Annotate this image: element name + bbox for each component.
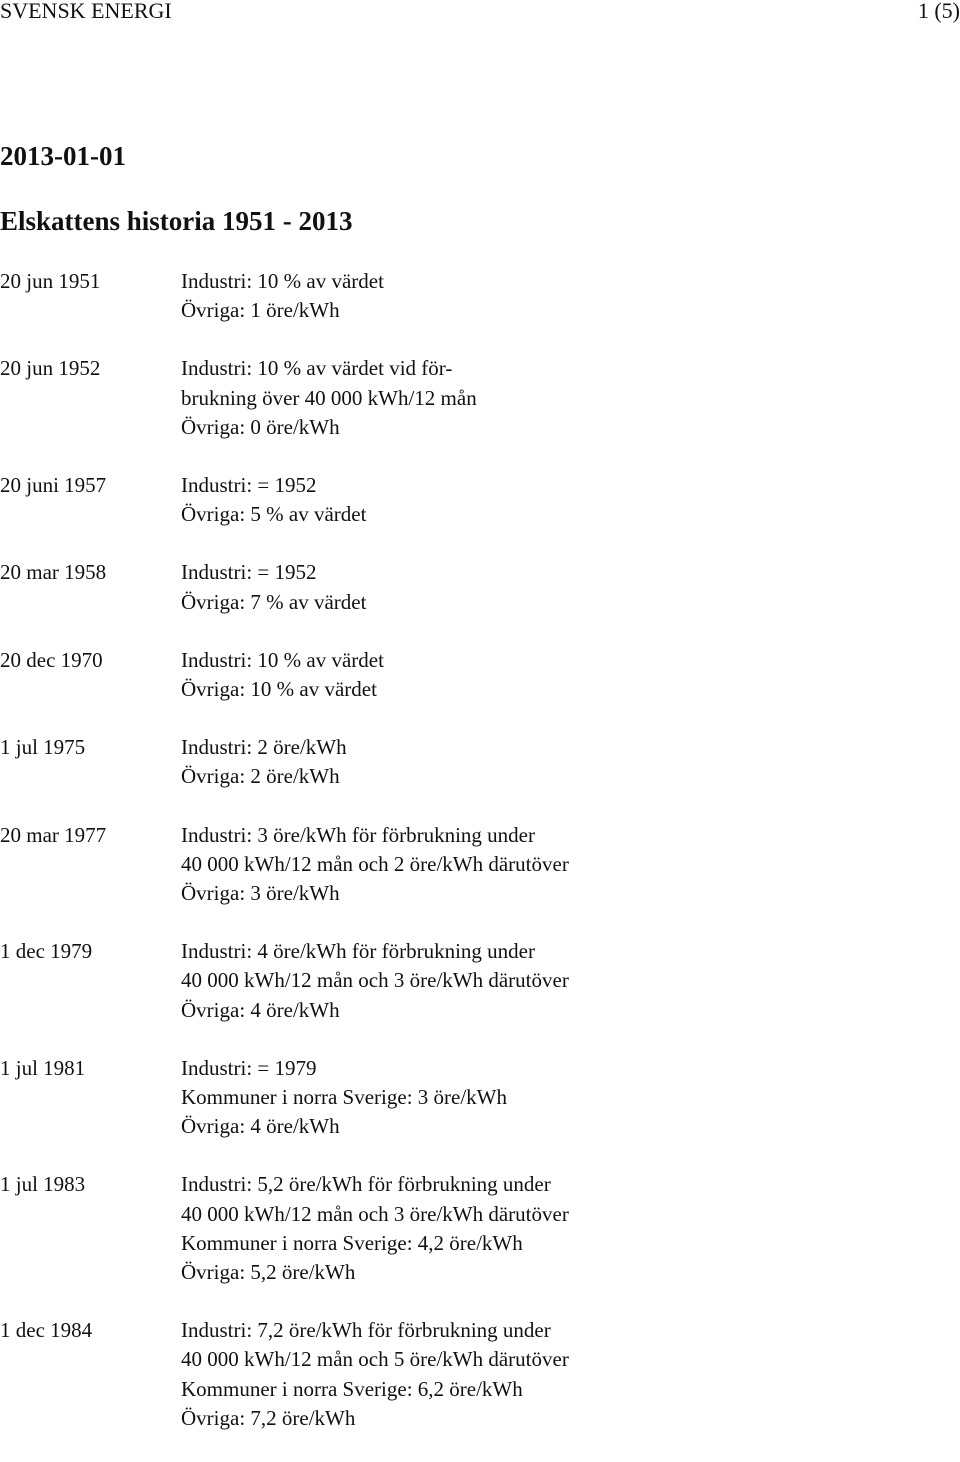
history-entry <box>0 354 960 442</box>
running-header <box>0 0 960 26</box>
entry-date: 20 dec 1970 <box>0 647 103 672</box>
rate-line: brukning över 40 000 kWh/12 mån <box>181 385 477 410</box>
rate-line: Industri: = 1952 <box>181 560 317 585</box>
entry-date: 20 jun 1951 <box>0 269 101 293</box>
page-number: 1 (5) <box>917 0 960 23</box>
rate-line: Övriga: 0 öre/kWh <box>181 414 340 439</box>
rate-line: Övriga: 2 öre/kWh <box>181 764 340 789</box>
rate-line: 40 000 kWh/12 mån och 3 öre/kWh därutöver <box>181 1201 569 1226</box>
rate-line: Övriga: 1 öre/kWh <box>181 298 340 323</box>
rate-line: 40 000 kWh/12 mån och 2 öre/kWh därutöver <box>181 851 569 876</box>
entry-date: 20 mar 1958 <box>0 560 107 585</box>
rate-line: Övriga: 5 % av värdet <box>181 502 367 527</box>
rate-line: Industri: 2 öre/kWh <box>181 735 347 760</box>
history-entry <box>0 1316 960 1433</box>
entry-date: 1 jul 1975 <box>0 735 86 760</box>
entry-date: 1 jul 1981 <box>0 1055 86 1080</box>
rate-line: Övriga: 7 % av värdet <box>181 589 367 614</box>
history-entry <box>0 471 960 529</box>
entry-date: 1 jul 1983 <box>0 1172 86 1197</box>
rate-line: Industri: 3 öre/kWh för förbrukning under <box>181 822 535 847</box>
history-entry <box>0 267 960 325</box>
history-entry <box>0 646 960 704</box>
history-entry <box>0 733 960 791</box>
rate-line: Industri: 10 % av värdet <box>181 269 384 293</box>
rate-line: 40 000 kWh/12 mån och 5 öre/kWh därutöver <box>181 1347 569 1372</box>
rate-line: Övriga: 4 öre/kWh <box>181 997 340 1022</box>
entry-rates <box>181 1054 960 1142</box>
rate-line: Kommuner i norra Sverige: 3 öre/kWh <box>181 1085 507 1110</box>
rate-line: Industri: = 1952 <box>181 473 317 498</box>
rate-line: Industri: 5,2 öre/kWh för förbrukning under <box>181 1172 551 1197</box>
tax-history-list <box>0 267 960 1462</box>
rate-line: Övriga: 4 öre/kWh <box>181 1114 340 1139</box>
entry-rates <box>181 558 960 616</box>
entry-rates <box>181 267 960 325</box>
rate-line: Industri: 10 % av värdet vid för- <box>181 356 453 381</box>
rate-line: Industri: 4 öre/kWh för förbrukning under <box>181 939 535 964</box>
entry-rates <box>181 733 960 791</box>
document-date: 2013-01-01 <box>0 141 126 171</box>
rate-line: 40 000 kWh/12 mån och 3 öre/kWh därutöver <box>181 968 569 993</box>
history-entry <box>0 937 960 1025</box>
rate-line: Industri: = 1979 <box>181 1055 317 1080</box>
entry-rates <box>181 354 960 442</box>
history-entry <box>0 558 960 616</box>
entry-rates <box>181 1170 960 1287</box>
rate-line: Industri: 7,2 öre/kWh för förbrukning under <box>181 1318 551 1343</box>
entry-date: 20 mar 1977 <box>0 822 107 847</box>
organization-name: SVENSK ENERGI <box>0 0 172 23</box>
entry-rates <box>181 471 960 529</box>
entry-date: 20 jun 1952 <box>0 356 101 381</box>
rate-line: Övriga: 7,2 öre/kWh <box>181 1405 356 1430</box>
entry-rates <box>181 1316 960 1433</box>
document-title: Elskattens historia 1951 - 2013 <box>0 206 353 236</box>
entry-date: 1 dec 1984 <box>0 1318 93 1343</box>
history-entry <box>0 1170 960 1287</box>
history-entry <box>0 821 960 909</box>
entry-rates <box>181 937 960 1025</box>
rate-line: Övriga: 5,2 öre/kWh <box>181 1260 356 1285</box>
rate-line: Kommuner i norra Sverige: 4,2 öre/kWh <box>181 1230 523 1255</box>
rate-line: Övriga: 3 öre/kWh <box>181 881 340 906</box>
rate-line: Kommuner i norra Sverige: 6,2 öre/kWh <box>181 1376 523 1401</box>
entry-rates <box>181 821 960 909</box>
history-entry <box>0 1054 960 1142</box>
entry-date: 20 juni 1957 <box>0 473 107 498</box>
rate-line: Övriga: 10 % av värdet <box>181 677 377 702</box>
rate-line: Industri: 10 % av värdet <box>181 647 384 672</box>
entry-date: 1 dec 1979 <box>0 939 93 964</box>
entry-rates <box>181 646 960 704</box>
